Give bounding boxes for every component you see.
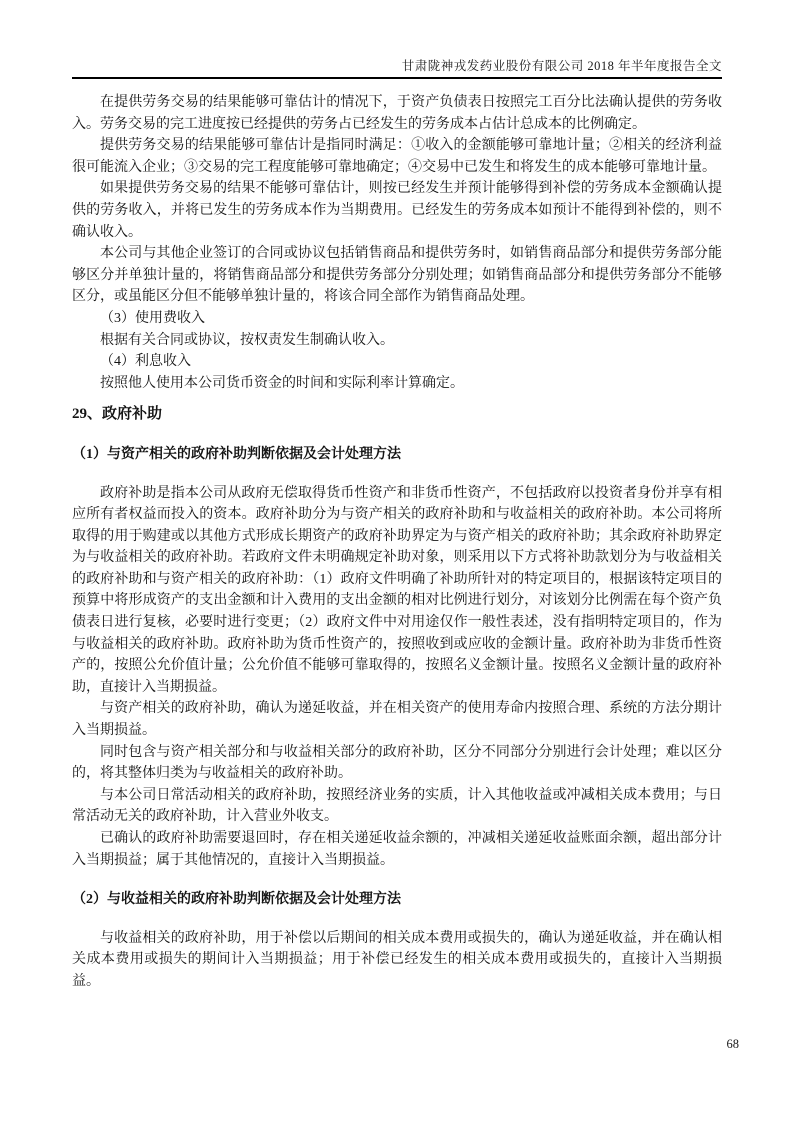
subsection-heading: （1）与资产相关的政府补助判断依据及会计处理方法 (72, 446, 401, 462)
paragraph: （3）使用费收入 (100, 310, 205, 326)
section-heading: 29、政府补助 (72, 406, 163, 423)
report-header-title: 甘肃陇神戎发药业股份有限公司 2018 年半年度报告全文 (401, 59, 722, 73)
document-body (72, 92, 722, 993)
paragraph: 根据有关合同或协议，按权责发生制确认收入。 (100, 332, 394, 348)
paragraph: 政府补助是指本公司从政府无偿取得货币性资产和非货币性资产，不包括政府以投资者身份并享有相应所有者权益而投入的资本。政府补助分为与资产相关的政府补助和与收益相关的政府补助。本公司将所取得的用于购建或以其他方式形成长期资产的政府补助界定为与资产相关的政府补助；其余政府补助界定为与收益相关的政府补助。若政府文件未明确规定补助对象，则采用以下方式将补助款划分为与收益相关的政府补助和与资产相关的政府补助：（1）政府文件明确了补助所针对的特定项目的，根据该特定项目的预算中将形成资产的支出金额和计入费用的支出金额的相对比例进行划分，对该划分比例需在每个资产负债表日进行复核，必要时进行变更；（2）政府文件中对用途仅作一般性表述，没有指明特定项目的，作为与收益相关的政府补助。政府补助为货币性资产的，按照收到或应收的金额计量。政府补助为非货币性资产的，按照公允价值计量；公允价值不能够可靠取得的，按照名义金额计量。按照名义金额计量的政府补助，直接计入当期损益。 (72, 485, 722, 695)
paragraph: 与资产相关的政府补助，确认为递延收益，并在相关资产的使用寿命内按照合理、系统的方法分期计入当期损益。 (72, 701, 722, 739)
paragraph: 与收益相关的政府补助，用于补偿以后期间的相关成本费用或损失的，确认为递延收益，并在确认相关成本费用或损失的期间计入当期损益；用于补偿已经发生的相关成本费用或损失的，直接计入当期损益。 (72, 930, 722, 989)
subsection-heading: （2）与收益相关的政府补助判断依据及会计处理方法 (72, 892, 401, 908)
paragraph: 已确认的政府补助需要退回时，存在相关递延收益余额的，冲减相关递延收益账面余额，超出部分计入当期损益；属于其他情况的，直接计入当期损益。 (72, 831, 722, 868)
paragraph: （4）利息收入 (100, 354, 191, 370)
paragraph: 在提供劳务交易的结果能够可靠估计的情况下，于资产负债表日按照完工百分比法确认提供的劳务收入。劳务交易的完工进度按已经提供的劳务占已经发生的劳务成本占估计总成本的比例确定。 (72, 95, 722, 132)
page-number: 68 (726, 1037, 739, 1051)
paragraph: 同时包含与资产相关部分和与收益相关部分的政府补助，区分不同部分分别进行会计处理；难以区分的，将其整体归类为与收益相关的政府补助。 (72, 744, 722, 782)
paragraph: 按照他人使用本公司货币资金的时间和实际利率计算确定。 (100, 375, 464, 391)
paragraph: 本公司与其他企业签订的合同或协议包括销售商品和提供劳务时，如销售商品部分和提供劳务部分能够区分并单独计量的，将销售商品部分和提供劳务部分分别处理；如销售商品部分和提供劳务部分不能够区分，或虽能区分但不能够单独计量的，将该合同全部作为销售商品处理。 (72, 246, 722, 305)
paragraph: 如果提供劳务交易的结果不能够可靠估计，则按已经发生并预计能够得到补偿的劳务成本金额确认提供的劳务收入，并将已发生的劳务成本作为当期费用。已经发生的劳务成本如预计不能得到补偿的，则不确认收入。 (72, 181, 722, 240)
page-header (72, 56, 722, 79)
paragraph: 与本公司日常活动相关的政府补助，按照经济业务的实质，计入其他收益或冲减相关成本费用；与日常活动无关的政府补助，计入营业外收支。 (72, 787, 722, 825)
page-footer (727, 1037, 740, 1052)
paragraph: 提供劳务交易的结果能够可靠估计是指同时满足：①收入的金额能够可靠地计量；②相关的经济利益很可能流入企业；③交易的完工程度能够可靠地确定；④交易中已发生和将发生的成本能够可靠地计量。 (72, 138, 722, 175)
